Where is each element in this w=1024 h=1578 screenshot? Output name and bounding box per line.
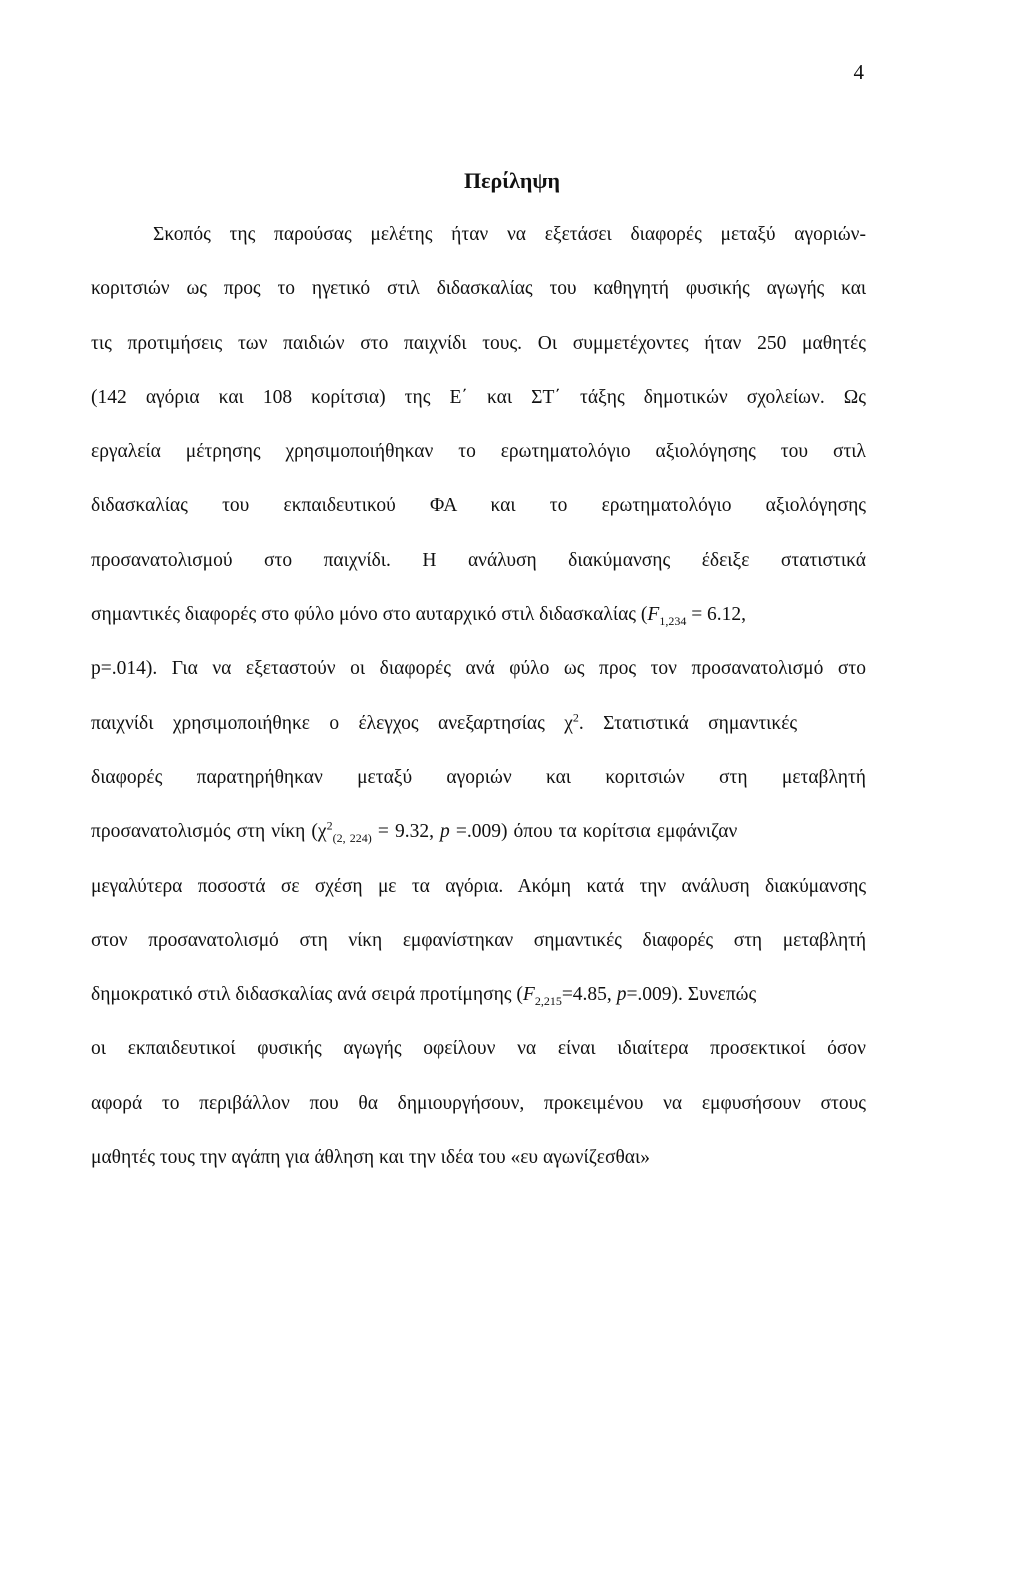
abstract-line-5: εργαλεία μέτρησης χρησιμοποιήθηκαν το ερωτηματολόγιο αξιολόγησης του στιλ <box>91 441 866 463</box>
abstract-line-2: κοριτσιών ως προς το ηγετικό στιλ διδασκαλίας του καθηγητή φυσικής αγωγής και <box>91 278 866 300</box>
abstract-line-12-end: =.009) όπου τα κορίτσια εμφάνιζαν <box>449 821 738 843</box>
abstract-line-3: τις προτιμήσεις των παιδιών στο παιχνίδι τους. Οι συμμετέχοντες ήταν 250 μαθητές <box>91 332 866 354</box>
abstract-line-12 <box>91 805 866 859</box>
abstract-line-15 <box>91 968 866 1022</box>
abstract-line-4: (142 αγόρια και 108 κορίτσια) της Ε΄ και ΣΤ΄ τάξης δημοτικών σχολείων. Ως <box>91 386 866 408</box>
chi-square-superscript-2: 2 <box>326 818 333 833</box>
degrees-of-freedom-2: 2,215 <box>534 994 562 1009</box>
abstract-line-10-end: . Στατιστικά σημαντικές <box>578 712 798 734</box>
p-symbol-2: p <box>616 984 627 1006</box>
abstract-line-17: αφορά το περιβάλλον που θα δημιουργήσουν, προκειμένου να εμφυσήσουν στους <box>91 1092 866 1114</box>
f-statistic-value: = 6.12, <box>686 604 747 626</box>
degrees-of-freedom: 1,234 <box>659 613 687 628</box>
abstract-line-8 <box>91 588 866 642</box>
f-statistic-value-2: =4.85, <box>561 984 617 1006</box>
abstract-body <box>91 208 866 1185</box>
abstract-title: Περίληψη <box>463 168 561 193</box>
f-statistic-symbol: F <box>647 604 660 626</box>
abstract-line-15-end: =.009). Συνεπώς <box>626 984 757 1006</box>
abstract-line-8-text: σημαντικές διαφορές στο φύλο μόνο στο αυταρχικό στιλ διδασκαλίας ( <box>91 604 648 626</box>
abstract-line-1: Σκοπός της παρούσας μελέτης ήταν να εξετάσει διαφορές μεταξύ αγοριών- <box>153 224 866 245</box>
abstract-line-6: διδασκαλίας του εκπαιδευτικού ΦΑ και το ερωτηματολόγιο αξιολόγησης <box>91 495 866 517</box>
abstract-line-10-text: παιχνίδι χρησιμοποιήθηκε ο έλεγχος ανεξαρτησίας χ <box>91 712 573 734</box>
abstract-line-7: προσανατολισμού στο παιχνίδι. Η ανάλυση διακύμανσης έδειξε στατιστικά <box>91 549 866 571</box>
abstract-line-9: p=.014). Για να εξεταστούν οι διαφορές ανά φύλο ως προς τον προσανατολισμό στο <box>91 658 866 680</box>
abstract-line-14: στον προσανατολισμό στη νίκη εμφανίστηκαν σημαντικές διαφορές στη μεταβλητή <box>91 929 866 951</box>
abstract-line-13: μεγαλύτερα ποσοστά σε σχέση με τα αγόρια. Ακόμη κατά την ανάλυση διακύμανσης <box>91 875 866 897</box>
abstract-line-16: οι εκπαιδευτικοί φυσικής αγωγής οφείλουν να είναι ιδιαίτερα προσεκτικοί όσον <box>91 1038 866 1060</box>
abstract-line-15-text: δημοκρατικό στιλ διδασκαλίας ανά σειρά προτίμησης ( <box>91 984 523 1006</box>
page-number: 4 <box>853 60 864 84</box>
chi-square-value: = 9.32, <box>371 821 441 843</box>
chi-square-df: (2, 224) <box>332 831 372 846</box>
abstract-line-10 <box>91 697 866 751</box>
abstract-line-12-text: προσανατολισμός στη νίκη (χ <box>91 821 327 843</box>
abstract-line-18: μαθητές τους την αγάπη για άθληση και την ιδέα του «ευ αγωνίζεσθαι» <box>91 1147 651 1169</box>
p-symbol: p <box>440 821 450 843</box>
chi-square-superscript: 2 <box>572 710 579 725</box>
f-statistic-symbol-2: F <box>522 984 535 1006</box>
abstract-line-11: διαφορές παρατηρήθηκαν μεταξύ αγοριών και κοριτσιών στη μεταβλητή <box>91 766 866 788</box>
